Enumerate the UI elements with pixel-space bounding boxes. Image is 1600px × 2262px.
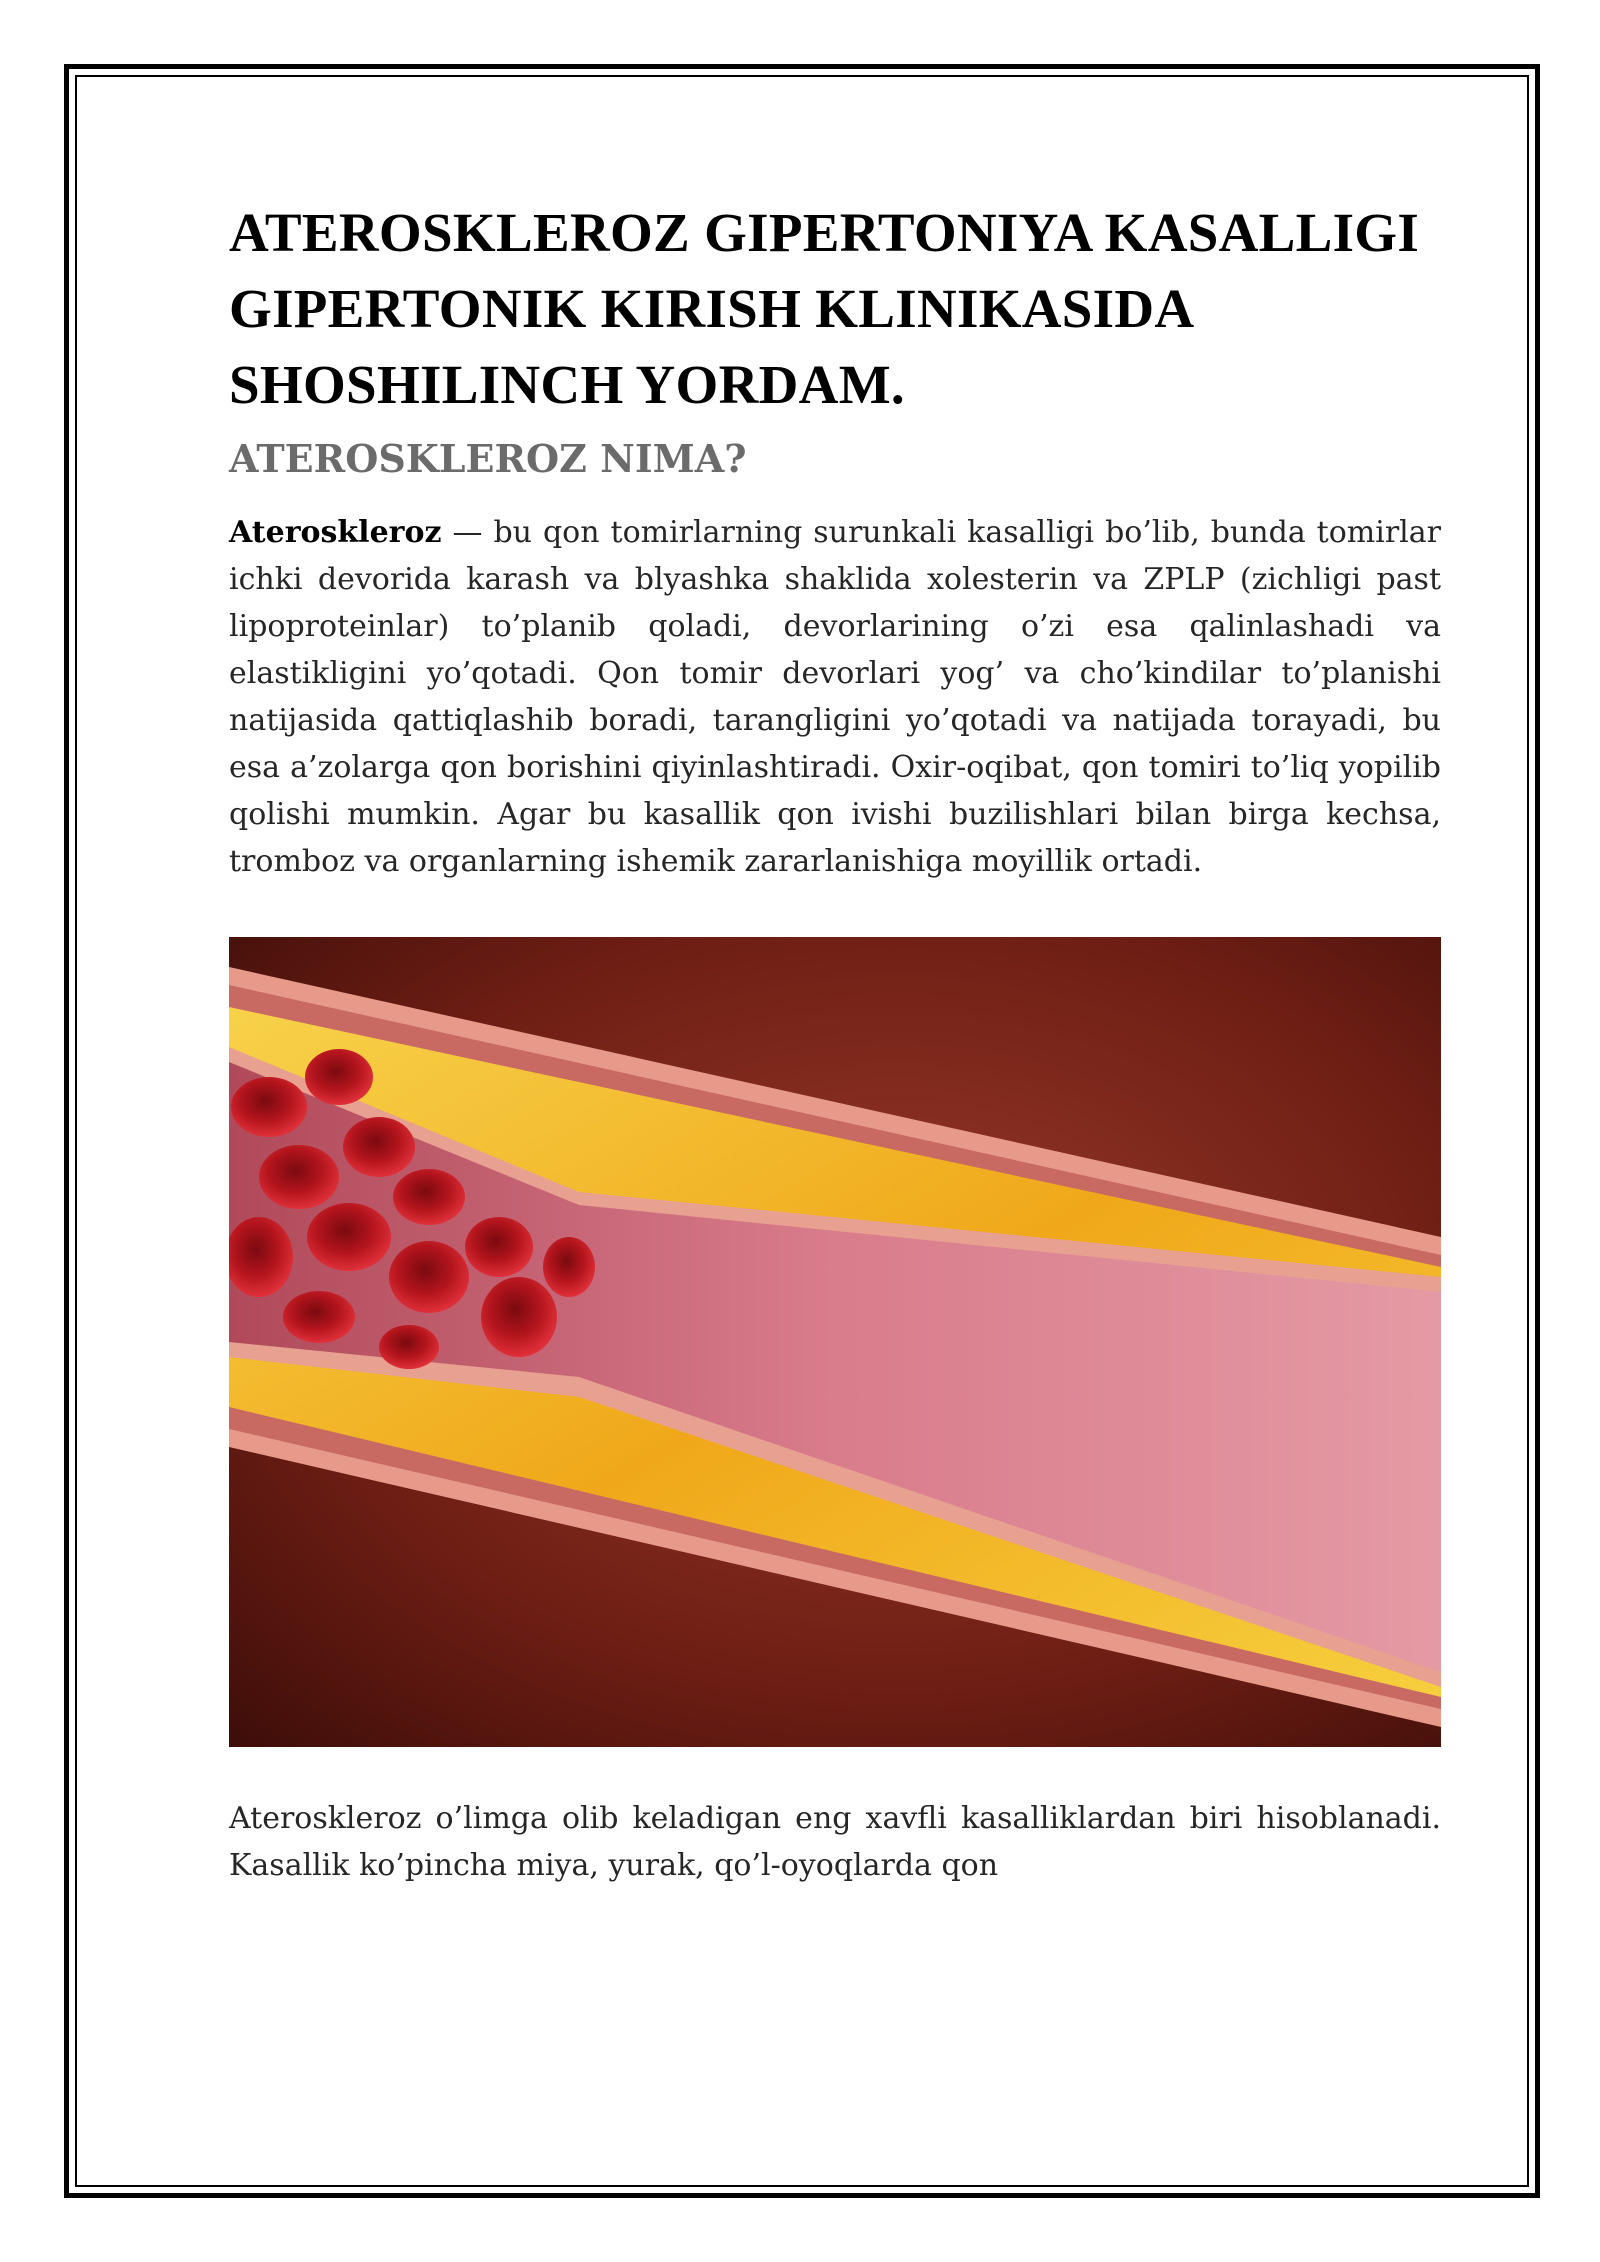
section-heading: ATEROSKLEROZ NIMA? xyxy=(229,436,747,481)
closing-paragraph: Ateroskleroz o’limga olib keladigan eng xavfli kasalliklardan biri hisoblanadi. Kasallik ko’pincha miya, yurak, qo’l-oyoqlarda qon xyxy=(229,1801,1441,1883)
intro-term: Ateroskleroz xyxy=(229,515,442,550)
intro-text: — bu qon tomirlarning surunkali kasalligi bo’lib, bunda tomirlar ichki devorida karash va blyashka shaklida xolesterin va ZPLP (zichligi past lipoproteinlar) to’planib qoladi, devorlarining o’zi esa qalinlashadi va elastikligini yo’qotadi. Qon tomir devorlari yog’ va cho’kindilar to’planishi natijasida qattiqlashib boradi, tarangligini yo’qotadi va natijada torayadi, bu esa a’zolarga qon borishini qiyinlashtiradi. Oxir-oqibat, qon tomiri to’liq yopilib qolishi mumkin. Agar bu kasallik qon ivishi buzilishlari bilan birga kechsa, tromboz va organlarning ishemik zararlanishiga moyillik ortadi. xyxy=(229,515,1441,879)
artery-plaque-image xyxy=(229,937,1441,1747)
page-content xyxy=(229,195,1441,1889)
artery-illustration xyxy=(229,937,1441,1747)
intro-paragraph xyxy=(229,509,1441,885)
document-title: ATEROSKLEROZ GIPERTONIYA KASALLIGI GIPERTONIK KIRISH KLINIKASIDA SHOSHILINCH YORDAM. xyxy=(229,202,1420,415)
